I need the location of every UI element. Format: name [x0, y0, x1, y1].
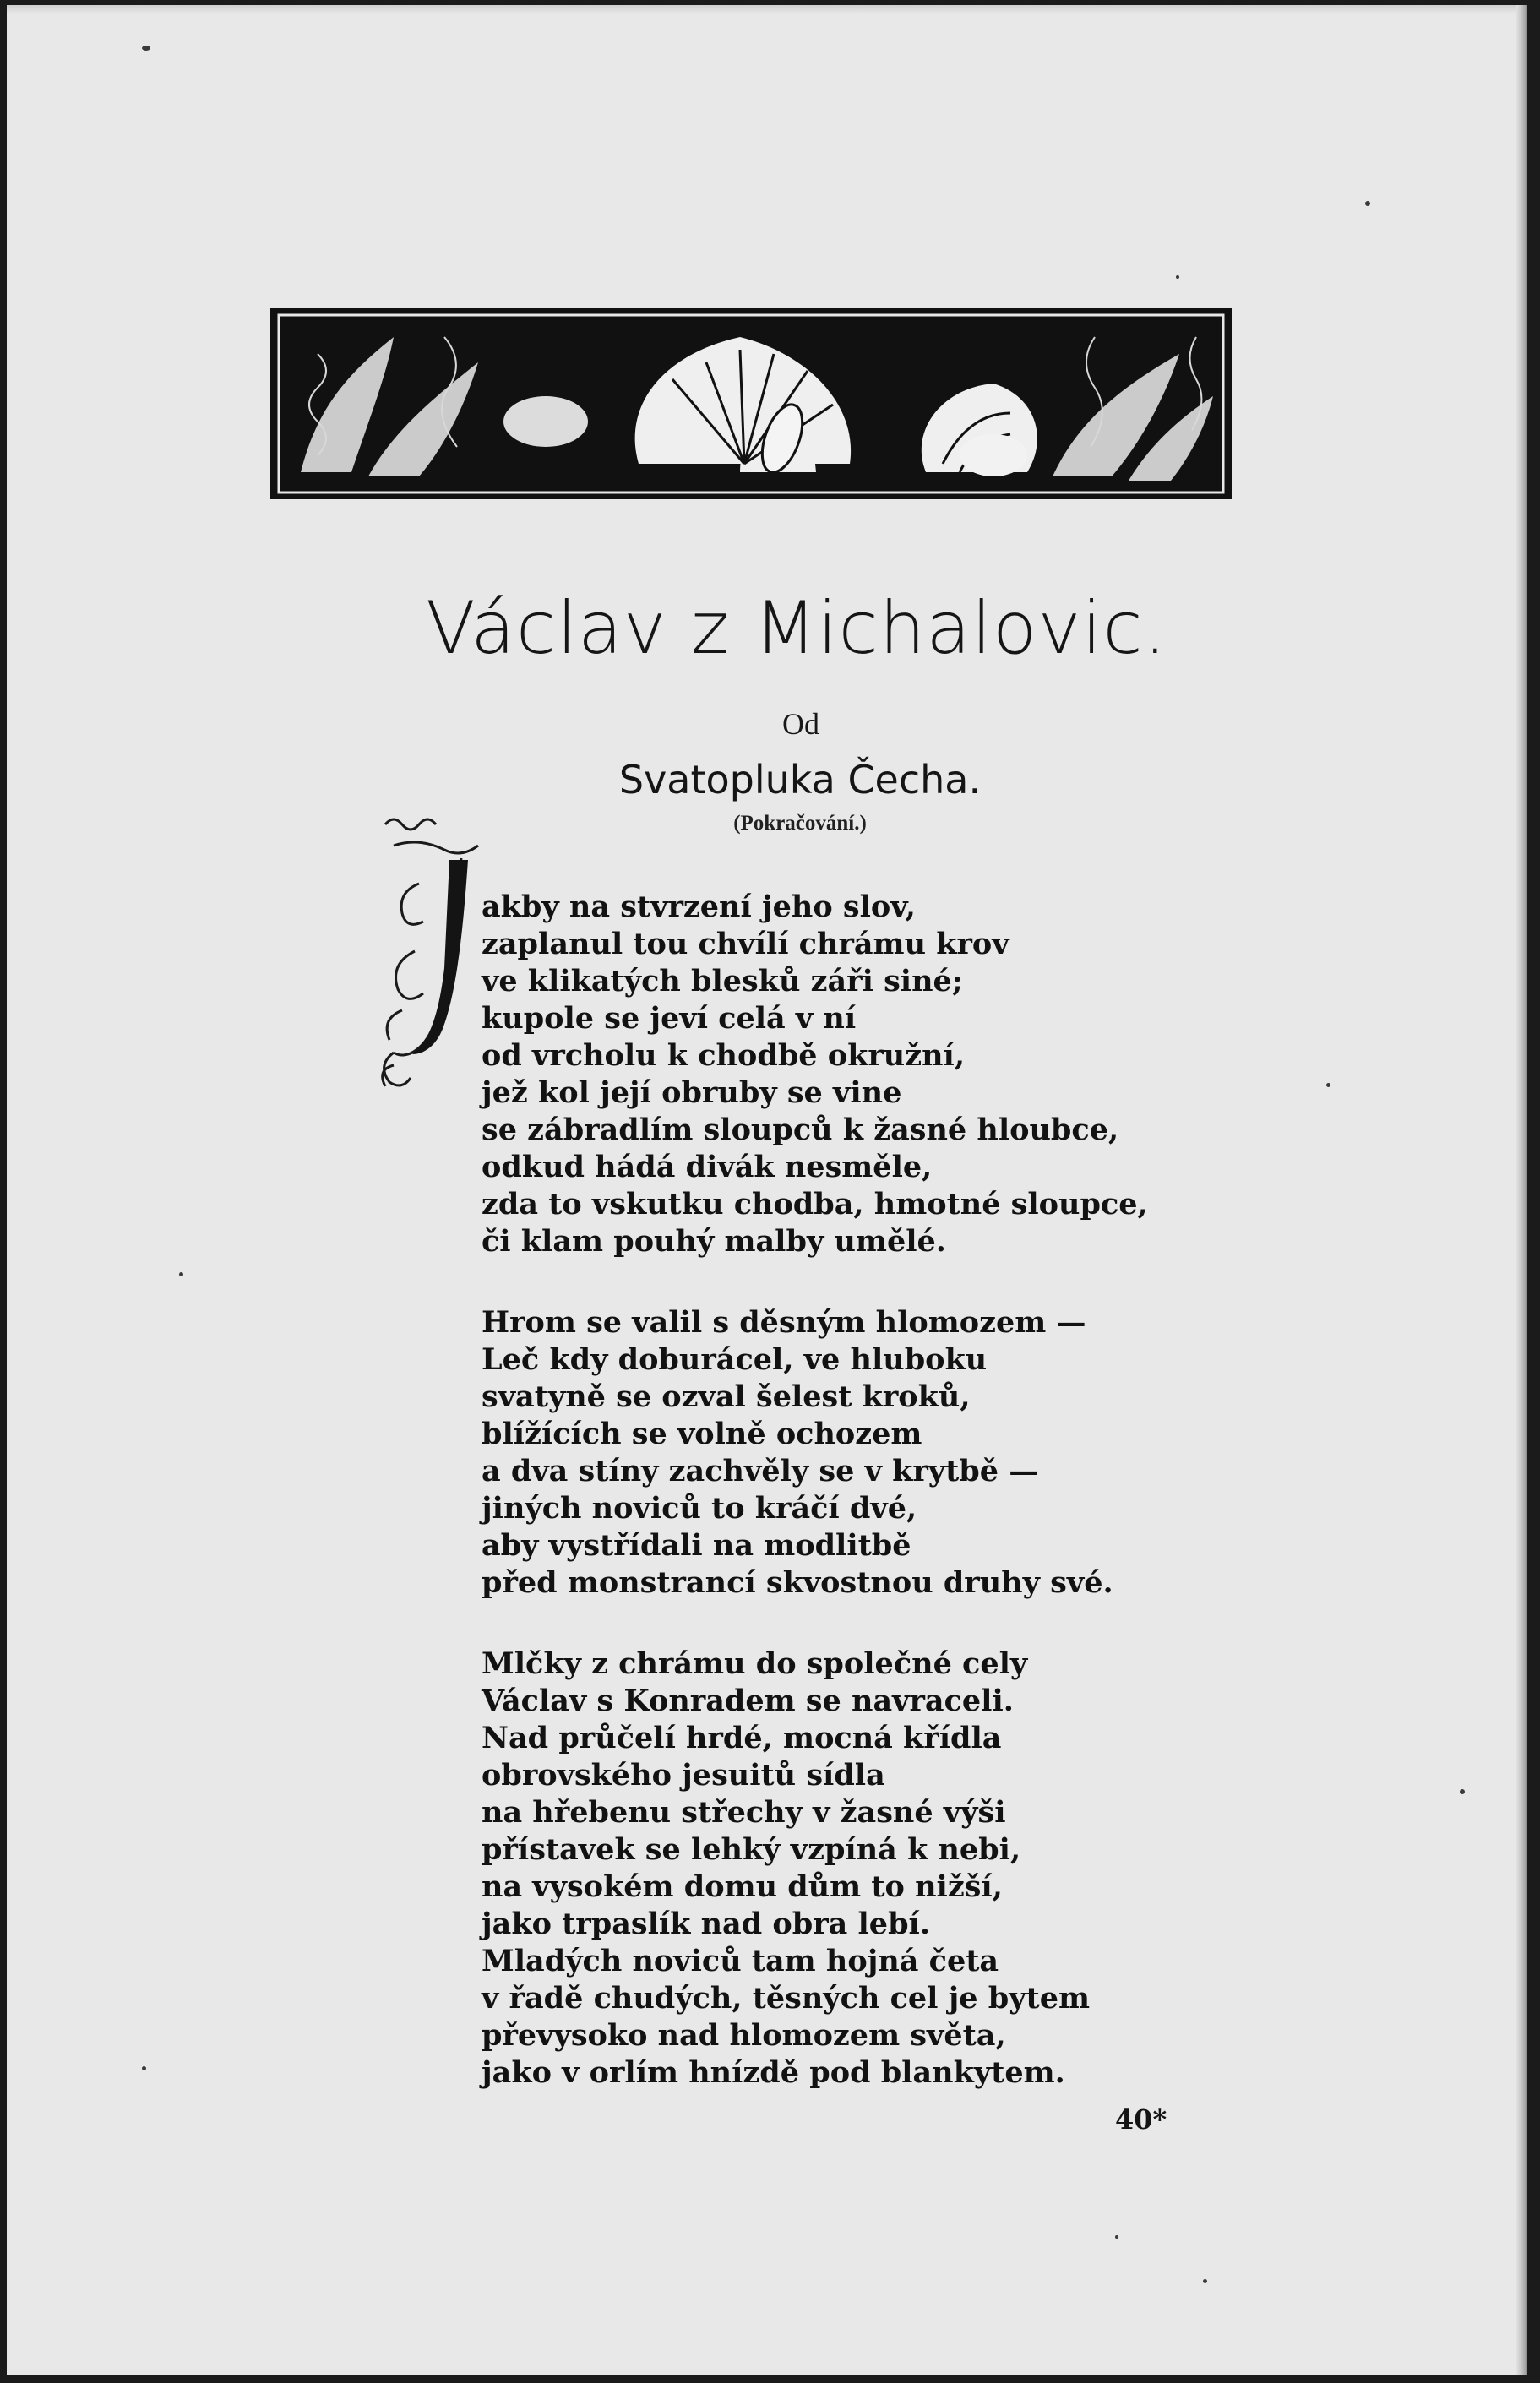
verse-line: Hrom se valil s děsným hlomozem — [482, 1305, 1086, 1340]
scanned-page [7, 5, 1527, 2375]
byline: Od [782, 707, 819, 741]
verse-line: převysoko nad hlomozem světa, [482, 2018, 1006, 2053]
verse-line: jež kol její obruby se vine [482, 1075, 902, 1110]
decorative-headpiece [267, 303, 1237, 506]
verse-line: svatyně se ozval šelest kroků, [482, 1379, 971, 1414]
verse-line: odkud hádá divák nesměle, [482, 1150, 933, 1184]
scan-speck [142, 2066, 146, 2070]
verse-line: přístavek se lehký vzpíná k nebi, [482, 1832, 1021, 1867]
stanza-2 [482, 1304, 1113, 1602]
scan-speck [1115, 2235, 1118, 2239]
verse-line: kupole se jeví celá v ní [482, 1001, 857, 1036]
author-name: Svatopluka Čecha. [618, 757, 982, 802]
verse-line: Václav s Konradem se navraceli. [482, 1684, 1014, 1718]
verse-line: aby vystřídali na modlitbě [482, 1528, 911, 1563]
verse-line: a dva stíny zachvěly se v krytbě — [482, 1454, 1039, 1488]
scan-speck [142, 46, 150, 51]
verse-line: obrovského jesuitů sídla [482, 1758, 885, 1793]
verse-line: v řadě chudých, těsných cel je bytem [482, 1981, 1091, 2016]
scan-speck [1326, 1083, 1330, 1087]
verse-line: zaplanul tou chvílí chrámu krov [482, 927, 1009, 961]
verse-line: ve klikatých blesků záři siné; [482, 964, 963, 998]
verse-line: Mlčky z chrámu do společné cely [482, 1646, 1028, 1681]
verse-line: jako v orlím hnízdě pod blankytem. [482, 2055, 1065, 2090]
scan-speck [1203, 2279, 1207, 2283]
verse-line: jako trpaslík nad obra lebí. [482, 1907, 931, 1941]
verse-line: se zábradlím sloupců k žasné hloubce, [482, 1113, 1119, 1147]
headpiece-engraving-icon [267, 303, 1237, 506]
verse-line: od vrcholu k chodbě okružní, [482, 1038, 966, 1073]
scan-speck [1176, 275, 1179, 279]
page-binding-edge [1516, 5, 1527, 2375]
verse-line: Nad průčelí hrdé, mocná křídla [482, 1721, 1002, 1755]
initial-letter-icon [368, 808, 495, 1095]
ornamental-initial [368, 808, 495, 1095]
verse-line: blížících se volně ochozem [482, 1417, 922, 1451]
continuation-note: (Pokračování.) [733, 812, 867, 835]
verse-line: zda to vskutku chodba, hmotné sloupce, [482, 1187, 1148, 1221]
verse-line: Mladých noviců tam hojná četa [482, 1944, 999, 1978]
stanza-3 [482, 1646, 1090, 2092]
verse-line: Leč kdy doburácel, ve hluboku [482, 1342, 988, 1377]
scan-speck [1365, 201, 1370, 206]
verse-line: akby na stvrzení jeho slov, [482, 890, 916, 924]
verse-line: před monstrancí skvostnou druhy své. [482, 1565, 1113, 1600]
verse-line: na hřebenu střechy v žasné výši [482, 1795, 1006, 1830]
verse-line: na vysokém domu dům to nižší, [482, 1869, 1003, 1904]
verse-line: jiných noviců to kráčí dvé, [482, 1491, 917, 1526]
page-top-edge [7, 5, 1527, 14]
scan-speck [179, 1272, 183, 1276]
verse-line: či klam pouhý malby umělé. [482, 1224, 946, 1259]
poem-title: Václav z Michalovic. [426, 586, 1167, 671]
stanza-1 [482, 889, 1148, 1260]
page-number: 40* [1115, 2103, 1167, 2135]
scan-speck [1460, 1789, 1465, 1794]
